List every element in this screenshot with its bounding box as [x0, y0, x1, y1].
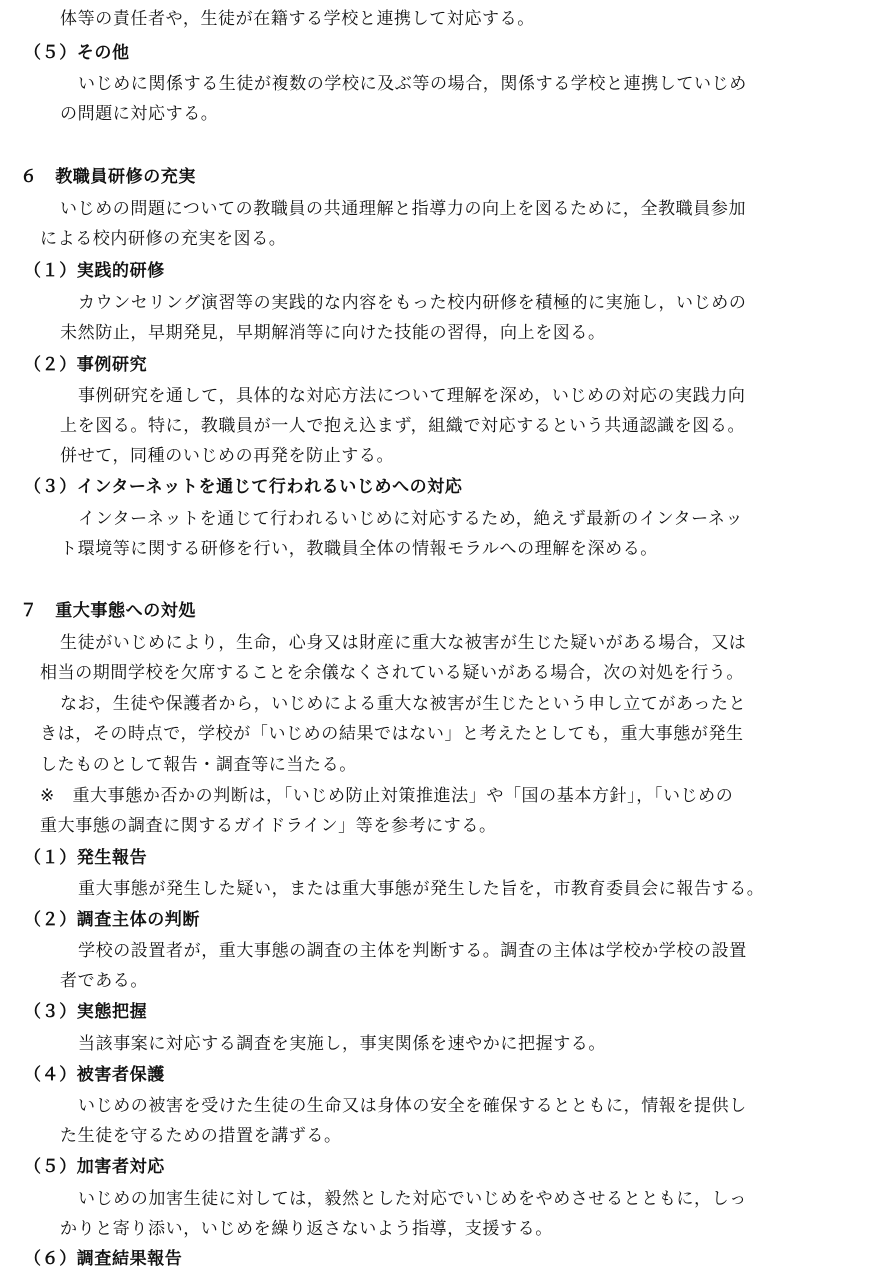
body-text: 相当の期間学校を欠席することを余儀なくされている疑いがある場合，次の対処を行う。: [40, 663, 744, 683]
body-text: いじめの加害生徒に対しては，毅然とした対応でいじめをやめさせるとともに，しっ: [78, 1189, 747, 1209]
body-text: いじめの問題についての教職員の共通理解と指導力の向上を図るために，全教職員参加: [60, 199, 747, 219]
subsection-heading: （５）その他: [24, 43, 130, 63]
body-text: 当該事案に対応する調査を実施し，事実関係を速やかに把握する。: [78, 1034, 606, 1054]
body-text: かりと寄り添い，いじめを繰り返さないよう指導，支援する。: [60, 1219, 553, 1239]
body-text: た生徒を守るための措置を講ずる。: [60, 1126, 342, 1146]
body-text: いじめの被害を受けた生徒の生命又は身体の安全を確保するとともに，情報を提供し: [78, 1096, 747, 1116]
subsection-heading: （３）実態把握: [24, 1002, 148, 1022]
subsection-heading: （１）実践的研修: [24, 261, 165, 281]
section-heading: ６ 教職員研修の充実: [20, 167, 196, 187]
subsection-heading: （２）調査主体の判断: [24, 910, 200, 930]
subsection-heading: （６）調査結果報告: [24, 1249, 183, 1269]
body-text: したものとして報告・調査等に当たる。: [40, 755, 357, 775]
body-text: 併せて，同種のいじめの再発を防止する。: [60, 446, 395, 466]
body-text: カウンセリング演習等の実践的な内容をもった校内研修を積極的に実施し，いじめの: [78, 293, 747, 313]
body-text: ト環境等に関する研修を行い，教職員全体の情報モラルへの理解を深める。: [60, 539, 658, 559]
body-text: インターネットを通じて行われるいじめに対応するため，絶えず最新のインターネッ: [78, 509, 744, 529]
body-text: 事例研究を通して，具体的な対応方法について理解を深め，いじめの対応の実践力向: [78, 386, 746, 406]
subsection-heading: （５）加害者対応: [24, 1157, 165, 1177]
body-text: 未然防止，早期発見，早期解消等に向けた技能の習得，向上を図る。: [60, 323, 606, 343]
subsection-heading: （４）被害者保護: [24, 1065, 165, 1085]
body-text: いじめに関係する生徒が複数の学校に及ぶ等の場合，関係する学校と連携していじめ: [78, 74, 747, 94]
section-heading: ７ 重大事態への対処: [20, 601, 196, 621]
body-text: きは，その時点で，学校が「いじめの結果ではない」と考えたとしても，重大事態が発生: [40, 724, 744, 744]
body-text: 上を図る。特に，教職員が一人で抱え込まず，組織で対応するという共通認識を図る。: [60, 416, 746, 436]
body-text: なお，生徒や保護者から，いじめによる重大な被害が生じたという申し立てがあったと: [60, 694, 747, 714]
body-text: 生徒がいじめにより，生命，心身又は財産に重大な被害が生じた疑いがある場合，又は: [60, 633, 747, 653]
note-text: ※ 重大事態か否かの判断は，「いじめ防止対策推進法」や「国の基本方針」，「いじめの: [40, 786, 734, 806]
note-text: 重大事態の調査に関するガイドライン」等を参考にする。: [40, 816, 497, 836]
body-text: 学校の設置者が，重大事態の調査の主体を判断する。調査の主体は学校か学校の設置: [78, 941, 747, 961]
body-text: 者である。: [60, 971, 148, 991]
subsection-heading: （２）事例研究: [24, 355, 148, 375]
body-text: 重大事態が発生した疑い，または重大事態が発生した旨を，市教育委員会に報告する。: [78, 879, 765, 899]
body-text: 体等の責任者や，生徒が在籍する学校と連携して対応する。: [60, 9, 535, 29]
body-text: による校内研修の充実を図る。: [40, 229, 287, 249]
subsection-heading: （３）インターネットを通じて行われるいじめへの対応: [24, 477, 463, 497]
body-text: の問題に対応する。: [60, 104, 219, 124]
subsection-heading: （１）発生報告: [24, 848, 148, 868]
